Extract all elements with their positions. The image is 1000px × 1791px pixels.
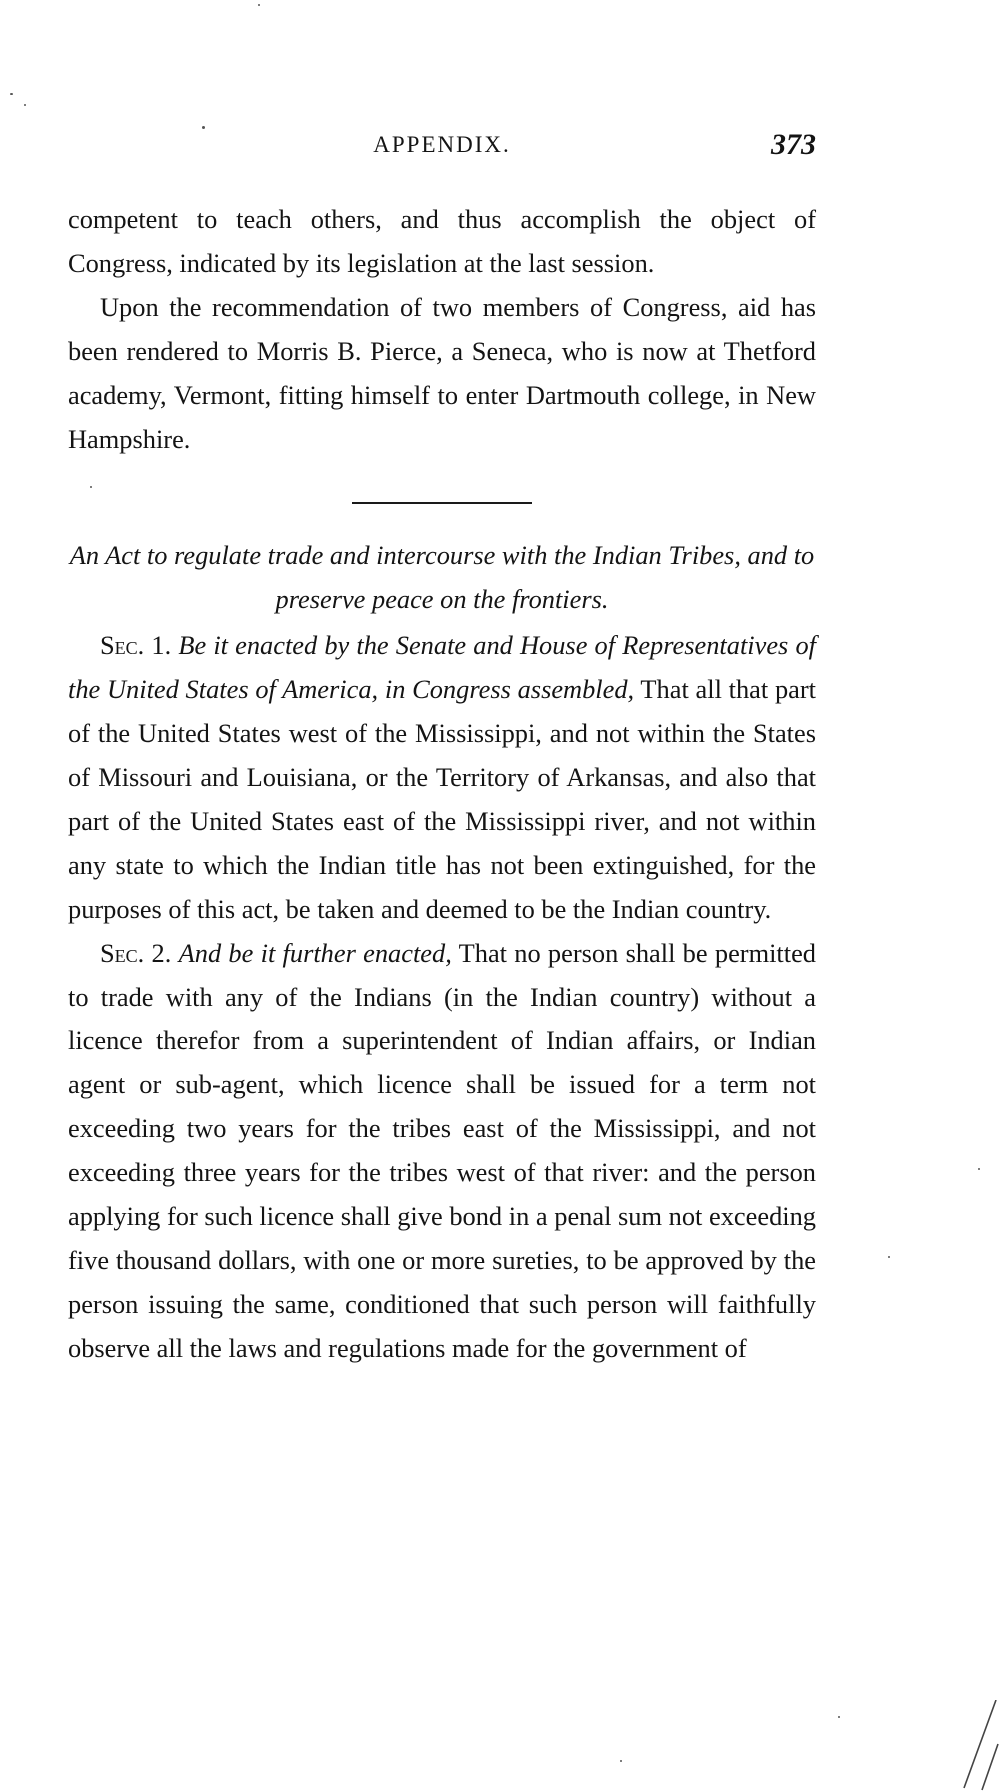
scan-speck [10, 93, 13, 95]
section-1 [68, 624, 816, 931]
scan-speck [888, 1256, 890, 1258]
scan-scratch [960, 1700, 1000, 1791]
section-2-enacting-clause: And be it further enacted, [178, 937, 452, 968]
body-text [68, 198, 816, 1371]
running-head [68, 128, 816, 172]
scan-speck [258, 4, 260, 6]
scan-speck [620, 1760, 622, 1762]
running-title: APPENDIX. [373, 132, 511, 157]
page-number: 373 [771, 128, 816, 161]
section-1-label: Sec. 1. [100, 630, 172, 661]
scan-speck [838, 1716, 840, 1718]
section-2-body: That no person shall be permitted to trade with any of the Indians (in the Indian country) without a licence therefor from a superintendent of Indian affairs, or Indian agent or sub-agent, which licence shall be issued for a term not exceeding two years for the tribes east of the Mississippi, and not exceeding three years for the tribes west of that river: and the person applying for such licence shall give bond in a penal sum not exceeding five thousand dollars, with one or more sureties, to be approved by the person issuing the same, conditioned that such person will faithfully observe all the laws and regulations made for the government of [68, 937, 817, 1363]
paragraph-continuation: competent to teach others, and thus accomplish the object of Congress, indicated by its legislation at the last session. [68, 204, 816, 278]
section-1-enacting-clause: Be it enacted by the Senate and House of Representatives of the United States of America, in Congress assembled, [68, 630, 816, 705]
section-2 [68, 932, 816, 1371]
act-title: An Act to regulate trade and intercourse with the Indian Tribes, and to preserve peace on the frontiers. [69, 540, 815, 615]
section-2-label: Sec. 2. [100, 937, 172, 968]
scan-speck [90, 486, 92, 488]
paragraph-recommendation: Upon the recommendation of two members of Congress, aid has been rendered to Morris B. Pierce, a Seneca, who is now at Thetford academy, Vermont, fitting himself to enter Dartmouth college, in New Hampshire. [68, 291, 816, 454]
scan-speck [202, 126, 205, 129]
section-1-body: That all that part of the United States west of the Mississippi, and not within the States of Missouri and Louisiana, or the Territory of Arkansas, and also that part of the United States east of the Mississippi river, and not within any state to which the Indian title has not been extinguished, for the purposes of this act, be taken and deemed to be the Indian country. [68, 674, 816, 924]
scan-speck [978, 1168, 980, 1170]
scan-speck [24, 104, 26, 106]
section-divider [352, 502, 532, 504]
